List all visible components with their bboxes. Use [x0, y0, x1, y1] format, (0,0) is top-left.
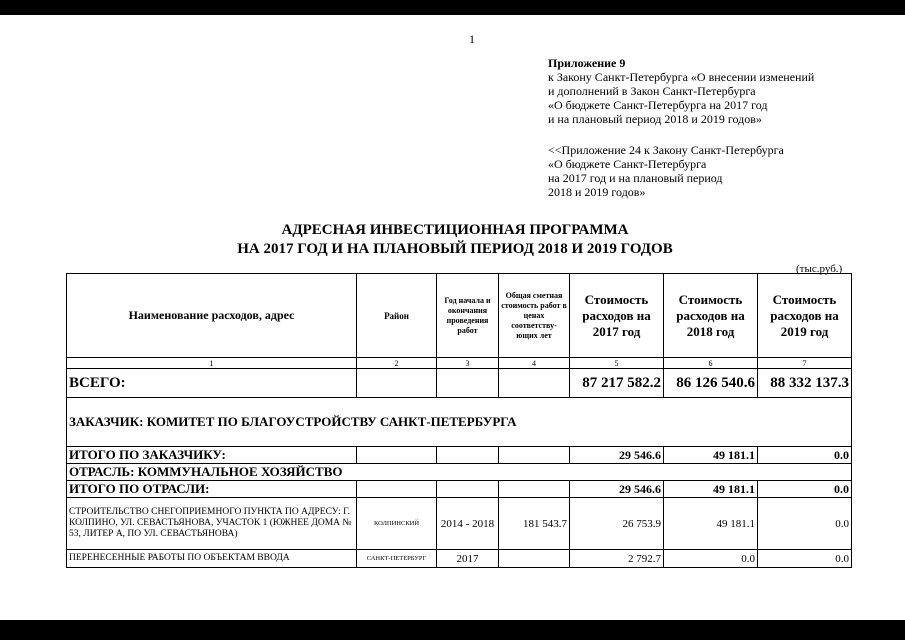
customer-total-2019: 0.0	[758, 447, 852, 464]
empty-cell	[499, 481, 570, 498]
empty-cell	[357, 447, 437, 464]
object-cost-2017: 26 753.9	[570, 498, 664, 550]
header-cost-2017: Стоимость расходов на 2017 год	[570, 274, 664, 358]
object-cost-2018: 49 181.1	[664, 498, 758, 550]
col-number: 5	[570, 358, 664, 369]
object-name: ПЕРЕНЕСЕННЫЕ РАБОТЫ ПО ОБЪЕКТАМ ВВОДА	[67, 550, 357, 568]
grand-total-2018: 86 126 540.6	[664, 369, 758, 398]
col-number: 2	[357, 358, 437, 369]
scan-bottom-border	[0, 620, 905, 640]
object-name: СТРОИТЕЛЬСТВО СНЕГОПРИЕМНОГО ПУНКТА ПО АДРЕСУ: Г. КОЛПИНО, УЛ. СЕВАСТЬЯНОВА, УЧАСТОК 1 (ЮЖНЕЕ ДОМА № 53, ЛИТЕР А, ПО УЛ. СЕВАСТЬЯНОВА)	[67, 498, 357, 550]
object-district: САНКТ-ПЕТЕРБУРГ	[357, 550, 437, 568]
col-number: 3	[437, 358, 499, 369]
customer-total-row	[67, 447, 852, 464]
header-years: Год начала и окончания проведения работ	[437, 274, 499, 358]
grand-total-2017: 87 217 582.2	[570, 369, 664, 398]
page-number: 1	[469, 32, 475, 46]
title-line-1: АДРЕСНАЯ ИНВЕСТИЦИОННАЯ ПРОГРАММА	[281, 222, 629, 238]
header-cost-2018: Стоимость расходов на 2018 год	[664, 274, 758, 358]
header-cost-2019: Стоимость расходов на 2019 год	[758, 274, 852, 358]
sector-total-label: ИТОГО ПО ОТРАСЛИ:	[67, 481, 357, 498]
annex-reference-block	[548, 143, 784, 199]
annex-ref-line: на 2017 год и на плановый период	[548, 171, 723, 185]
grand-total-2019: 88 332 137.3	[758, 369, 852, 398]
empty-cell	[437, 447, 499, 464]
column-number-row	[67, 358, 852, 369]
annex-block	[548, 56, 814, 126]
sector-total-2017: 29 546.6	[570, 481, 664, 498]
sector-row	[67, 464, 852, 481]
customer-name: ЗАКАЗЧИК: КОМИТЕТ ПО БЛАГОУСТРОЙСТВУ САНКТ-ПЕТЕРБУРГА	[67, 398, 852, 447]
annex-ref-line: 2018 и 2019 годов»	[548, 185, 646, 199]
header-estimate: Общая сметная стоимость работ в ценах соответству-ющих лет	[499, 274, 570, 358]
investment-program-table	[66, 273, 852, 568]
col-number: 6	[664, 358, 758, 369]
sector-total-2018: 49 181.1	[664, 481, 758, 498]
empty-cell	[357, 481, 437, 498]
annex-line: «О бюджете Санкт-Петербурга на 2017 год	[548, 98, 768, 112]
empty-cell	[499, 369, 570, 398]
grand-total-label: ВСЕГО:	[67, 369, 357, 398]
object-estimate: 181 543.7	[499, 498, 570, 550]
col-number: 4	[499, 358, 570, 369]
empty-cell	[437, 481, 499, 498]
object-cost-2018: 0.0	[664, 550, 758, 568]
object-cost-2017: 2 792.7	[570, 550, 664, 568]
sector-total-2019: 0.0	[758, 481, 852, 498]
annex-title: Приложение 9	[548, 56, 626, 70]
object-cost-2019: 0.0	[758, 550, 852, 568]
customer-total-label: ИТОГО ПО ЗАКАЗЧИКУ:	[67, 447, 357, 464]
header-row	[67, 274, 852, 358]
header-name: Наименование расходов, адрес	[67, 274, 357, 358]
object-years: 2017	[437, 550, 499, 568]
object-years: 2014 - 2018	[437, 498, 499, 550]
annex-line: и на плановый период 2018 и 2019 годов»	[548, 112, 762, 126]
annex-line: к Закону Санкт-Петербурга «О внесении изменений	[548, 70, 815, 84]
grand-total-row	[67, 369, 852, 398]
sector-name: ОТРАСЛЬ: КОММУНАЛЬНОЕ ХОЗЯЙСТВО	[67, 464, 852, 481]
empty-cell	[437, 369, 499, 398]
title-line-2: НА 2017 ГОД И НА ПЛАНОВЫЙ ПЕРИОД 2018 И 2019 ГОДОВ	[237, 241, 673, 257]
col-number: 7	[758, 358, 852, 369]
sector-total-row	[67, 481, 852, 498]
annex-line: и дополнений в Закон Санкт-Петербурга	[548, 84, 756, 98]
document-title	[150, 221, 760, 259]
scan-top-border	[0, 0, 905, 15]
empty-cell	[499, 447, 570, 464]
annex-ref-line: <<Приложение 24 к Закону Санкт-Петербурга	[548, 143, 784, 157]
customer-total-2017: 29 546.6	[570, 447, 664, 464]
header-district: Район	[357, 274, 437, 358]
units-label: (тыс.руб.)	[796, 263, 843, 275]
col-number: 1	[67, 358, 357, 369]
table-row	[67, 550, 852, 568]
customer-total-2018: 49 181.1	[664, 447, 758, 464]
table-row	[67, 498, 852, 550]
object-district: КОЛПИНСКИЙ	[357, 498, 437, 550]
annex-ref-line: «О бюджете Санкт-Петербурга	[548, 157, 707, 171]
object-estimate	[499, 550, 570, 568]
customer-row	[67, 398, 852, 447]
object-cost-2019: 0.0	[758, 498, 852, 550]
empty-cell	[357, 369, 437, 398]
